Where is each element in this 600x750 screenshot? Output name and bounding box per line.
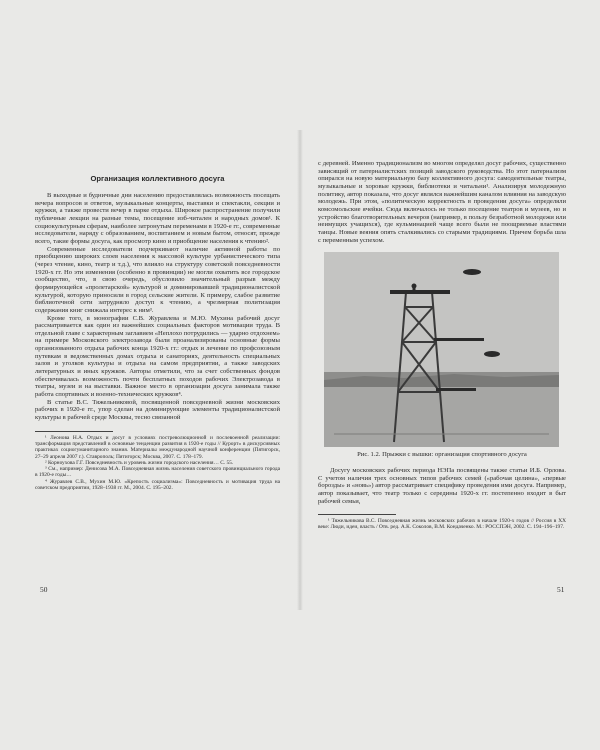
footnote-divider bbox=[318, 514, 396, 515]
paragraph: с деревней. Именно традиционализм во многом определял досуг рабочих, существенно зависящий от патерналистских позиций заводского руководства. Но этот патернализм опирался на новую материальную базу коллективного досуга: самодеятельные театры, музыкальные и хоровые кружки, библиотеки и читальни¹. Анализируя молодежную политику, автор показала, что досуг являлся важнейшим каналом влияния на заводскую молодежь. При этом, «политическую корректность в проведении досуга» определяли комсомольские ячейки. Сюда включалось не только посещение театров и музеев, но и устройство благотворительных вечеров (например, в пользу безработной молодежи или неимущих учащихся), где кульминацией чаще всего были не поощряемые властями танцы. Новые веяния опять сталкивались со старыми традициями. Причем борьба шла с переменным успехом. bbox=[318, 160, 566, 244]
footnote: ³ См., например: Денисова М.А. Повседневная жизнь населения советского провинциального города в 1920-е годы… bbox=[35, 466, 280, 479]
page-number-right: 51 bbox=[557, 585, 565, 594]
paragraph: Кроме того, в монографии С.В. Журавлева и М.Ю. Мухина рабочий досуг рассматривается как один из важнейших социальных факторов мотивации труда. В отдельной главе с характерным заглавием «Неплохо потрудились — ударно отдохнем» на примере Московского электрозавода были проанализированы основные формы организованного отдыха рабочих конца 1920-х гг.: отдых и лечение по профсоюзным путевкам в ведомственных домах отдыха и санаториях, деятельность специальных залов и уголков культуры и отдыха на самом предприятии, а также заводских литературных и иных кружков. Авторы отметили, что за счет собственных фондов обеспечивалась возможность почти бесплатных походов рабочих Электрозавода в театры, музеи и на выставки. Важное место в организации досуга занимала также работа спортивных и военно-технических кружков⁴. bbox=[35, 314, 280, 399]
paragraph: Современные исследователи подчеркивают наличие активной работы по приобщению широких слоев населения к массовой культуре урбанистического типа (через чтение, кино, театр и т.д.), что влияло на структуру советской повседневности 1920-х гг. Но эти изменения (особенно в провинции) не могли охватить все городское сообщество, что, в свою очередь, обусловило значительный разрыв между формирующейся «пролетарской» культурой и доминировавшей традиционалистской культурой, которую приносили в город сельские жители. К примеру, слабое развитие библиотечной сети затрудняло доступ к чтению, а чрезмерная политизация содержания книг снижала интерес к ним³. bbox=[35, 245, 280, 314]
footnote: ¹ Тяжельникова В.С. Повседневная жизнь московских рабочих в начале 1920-х годов // Россия в XX веке: Люди, идеи, власть / Отв. ред. А.К. Соколов, В.М. Кондаченко. М.: РОССПЭН, 2002. С. 194–196–197. bbox=[318, 518, 566, 531]
left-page bbox=[35, 150, 280, 560]
figure-caption: Рис. 1.2. Прыжки с вышки: организация спортивного досуга bbox=[357, 451, 527, 459]
footnote: ⁴ Журавлев С.В., Мухин М.Ю. «Крепость социализма»: Повседневность и мотивация труда на советском предприятии, 1928–1938 гг. М., 2004. С. 195–202. bbox=[35, 478, 280, 492]
book-gutter bbox=[297, 130, 303, 610]
right-page bbox=[318, 160, 566, 570]
footnote: ² Корноухова Г.Г. Повседневность и уровень жизни городского населения… С. 55. bbox=[45, 459, 234, 466]
photo-illustration bbox=[324, 252, 559, 447]
section-heading: Организация коллективного досуга bbox=[90, 174, 225, 183]
footnote-divider bbox=[35, 431, 113, 432]
paragraph: В выходные и будничные дни населению предоставлялась возможность посещать вечера вопросов и ответов, музыкальные концерты, выставки и спектакли, секции и кружки, а также провести вечер в парке отдыха. Широкое распространение получили публичные лекции на разные темы, посещение изб-читален и народных домов¹. К социокультурным сферам, наиболее затронутым переменами в 1920-е гг., современные исследователи, наряду с образованием, воспитанием и новым бытом, относят, прежде всего, такие формы досуга, как просмотр кино и приобщение населения к чтению². bbox=[35, 192, 281, 245]
page-number-left: 50 bbox=[40, 585, 48, 594]
paragraph: Досугу московских рабочих периода НЭПа посвящены также статьи И.Б. Орлова. С учетом наличия трех основных типов рабочих семей («рабочая целина», «первые борозды» и «новь») автор рассматривает специфику проведения ими досуга. Например, автор показывает, что театр только с середины 1920-х гг. постепенно входит в быт рабочей семьи, bbox=[318, 466, 566, 505]
figure-photo-diving-tower bbox=[324, 252, 559, 447]
footnote: ¹ Леонова Н.А. Отдых и досуг в условиях постреволюционной и послевоенной реализации: трансформация представлений в основные тенденции развития в 1920-е годы // Курорт» в дискурсивных практиках социогуманитарного знания. Материалы международной научной конференции (Пятигорск, 27–29 апреля 2007 г.). Ставрополь; Пятигорск; Москва, 2007. С. 178–179. bbox=[35, 434, 280, 460]
paragraph: В статье В.С. Тяжельниковой, посвященной повседневной жизни московских рабочих в 1920-е гг., упор сделан на доминирующие элементы традиционалистской культуры в рабочей среде Москвы, тесно связанной bbox=[35, 398, 280, 422]
